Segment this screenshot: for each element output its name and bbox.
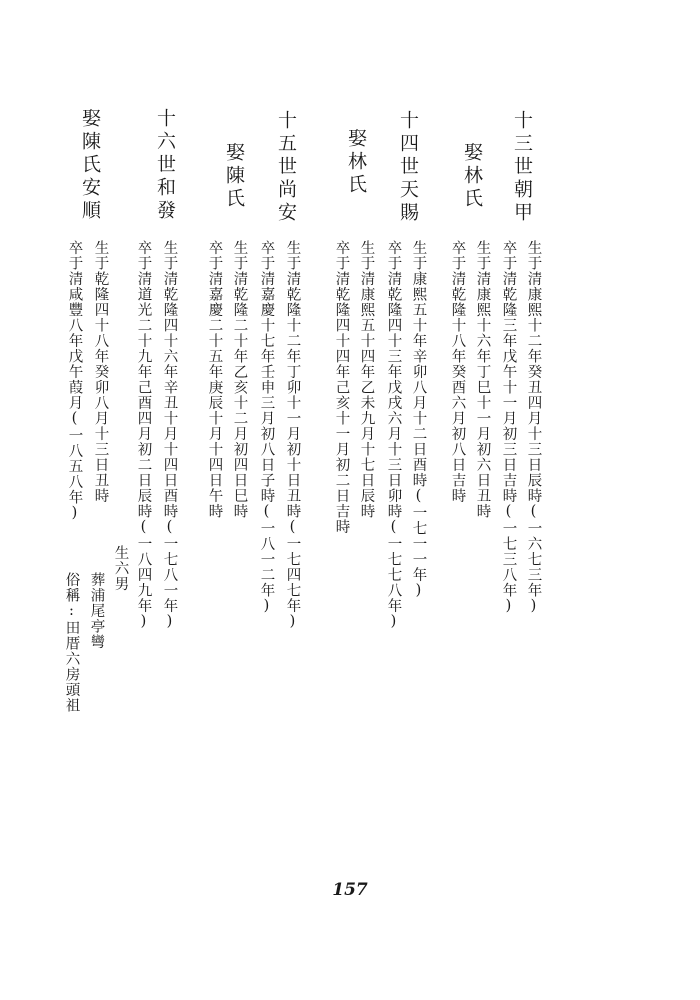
gen15-wife-birth-record: 生于清乾隆二十年乙亥十二月初四日巳時 [231, 240, 248, 519]
gen16-wife-birth-record: 生于乾隆四十八年癸卯八月十三日丑時 [92, 240, 109, 504]
gen14-birth-record: 生于康熙五十年辛卯八月十二日酉時(一七一一年) [410, 240, 427, 600]
gen13-heading: 十三世朝甲 [511, 110, 533, 225]
gen16-wife-heading: 娶陳氏安順 [79, 108, 101, 223]
gen13-death-record: 卒于清乾隆三年戊午十一月初三日吉時(一七三八年) [500, 240, 517, 615]
gen14-wife-birth-record: 生于清康熙五十四年乙未九月十七日辰時 [358, 240, 375, 519]
gen15-heading: 十五世尚安 [275, 110, 297, 225]
gen16-heading: 十六世和發 [154, 108, 176, 223]
gen13-birth-record: 生于清康熙十二年癸丑四月十三日辰時(一六七三年) [525, 240, 542, 615]
gen15-wife-death-record: 卒于清嘉慶二十五年庚辰十月十四日午時 [206, 240, 223, 519]
gen15-wife-heading: 娶陳氏 [223, 142, 245, 211]
gen16-birth-record: 生于清乾隆四十六年辛丑十月十四日酉時(一七八一年) [161, 240, 178, 631]
known-as-note: 俗稱:田厝六房頭祖 [63, 572, 80, 713]
gen14-heading: 十四世天賜 [397, 110, 419, 225]
gen13-wife-heading: 娶林氏 [461, 142, 483, 211]
gen13-wife-birth-record: 生于清康熙十六年丁巳十一月初六日丑時 [474, 240, 491, 519]
gen16-wife-death-record: 卒于清咸豐八年戊午葭月(一八五八年) [66, 240, 83, 522]
gen15-birth-record: 生于清乾隆十二年丁卯十一月初十日丑時(一七四七年) [284, 240, 301, 631]
sons-note: 生六男 [112, 545, 129, 592]
gen16-death-record: 卒于清道光二十九年己酉四月初二日辰時(一八四九年) [135, 240, 152, 631]
gen15-death-record: 卒于清嘉慶十七年壬申三月初八日子時(一八一二年) [258, 240, 275, 615]
gen14-wife-death-record: 卒于清乾隆四十四年己亥十一月初二日吉時 [333, 240, 350, 535]
gen14-death-record: 卒于清乾隆四十三年戊戌六月十三日卯時(一七七八年) [385, 240, 402, 631]
gen13-wife-death-record: 卒于清乾隆十八年癸酉六月初八日吉時 [449, 240, 466, 504]
burial-note: 葬浦尾亭彎 [88, 572, 105, 650]
page-number: 157 [332, 880, 368, 900]
gen14-wife-heading: 娶林氏 [345, 128, 367, 197]
